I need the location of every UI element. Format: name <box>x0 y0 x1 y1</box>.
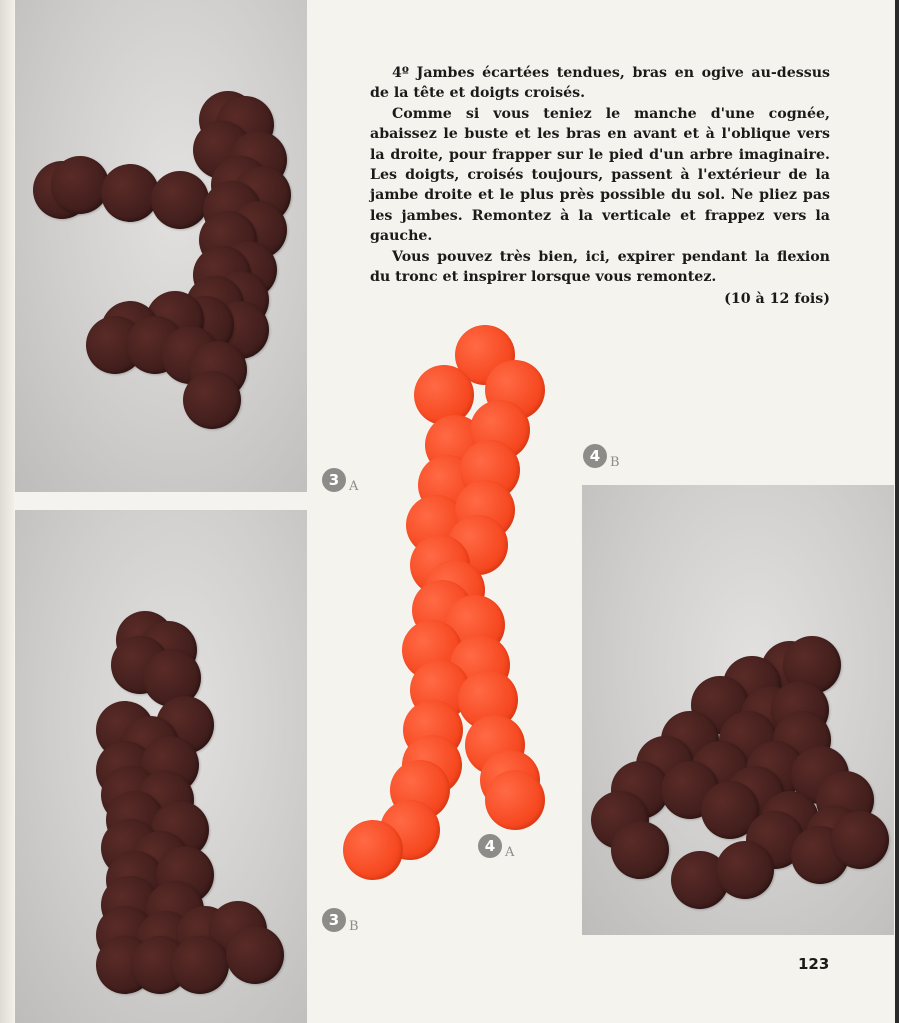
disc-4a <box>485 770 545 830</box>
label-3b-letter: B <box>349 919 359 934</box>
label-4a-letter: A <box>505 845 515 860</box>
repetitions: (10 à 12 fois) <box>724 291 830 308</box>
paragraph-2: Comme si vous teniez le manche d'une cognée, abaissez le buste et les bras en avant et à l'oblique vers la droite, pour frapper sur le pied d'un arbre imaginaire. Les doigts, croisés toujours, passent à l'extérieur de la jambe droite et le plus près possible du sol. Ne pliez pas les jambes. Remontez à la verticale et frappez vers la gauche. <box>370 105 830 245</box>
paragraph-3: Vous pouvez très bien, ici, expirer pendant la flexion du tronc et inspirer lorsque vous remontez. <box>370 248 830 286</box>
disc-4b <box>716 841 774 899</box>
label-4a <box>478 834 514 858</box>
label-3b <box>322 908 359 932</box>
label-3a-letter: A <box>349 479 359 494</box>
label-4b-number: 4 <box>583 444 607 468</box>
disc-3a <box>183 371 241 429</box>
disc-3b <box>226 926 284 984</box>
disc-4a <box>343 820 403 880</box>
label-3a-number: 3 <box>322 468 346 492</box>
disc-3a <box>51 156 109 214</box>
label-4b-letter: B <box>610 455 620 470</box>
disc-4b <box>831 811 889 869</box>
page-left-edge <box>0 0 14 1023</box>
exercise-text <box>370 63 830 310</box>
paragraph-1: 4º Jambes écartées tendues, bras en ogive au-dessus de la tête et doigts croisés. <box>370 65 830 102</box>
label-4b <box>583 444 620 468</box>
label-4a-number: 4 <box>478 834 502 858</box>
disc-3a <box>151 171 209 229</box>
photo-figure-4b <box>582 485 894 935</box>
disc-3b <box>171 936 229 994</box>
page-number: 123 <box>798 955 830 973</box>
scan-right-edge <box>895 0 899 1023</box>
label-3b-number: 3 <box>322 908 346 932</box>
photo-figure-3b <box>15 510 307 1023</box>
label-3a <box>322 468 358 492</box>
photo-figure-3a <box>15 0 307 492</box>
disc-3a <box>101 164 159 222</box>
disc-4b <box>611 821 669 879</box>
